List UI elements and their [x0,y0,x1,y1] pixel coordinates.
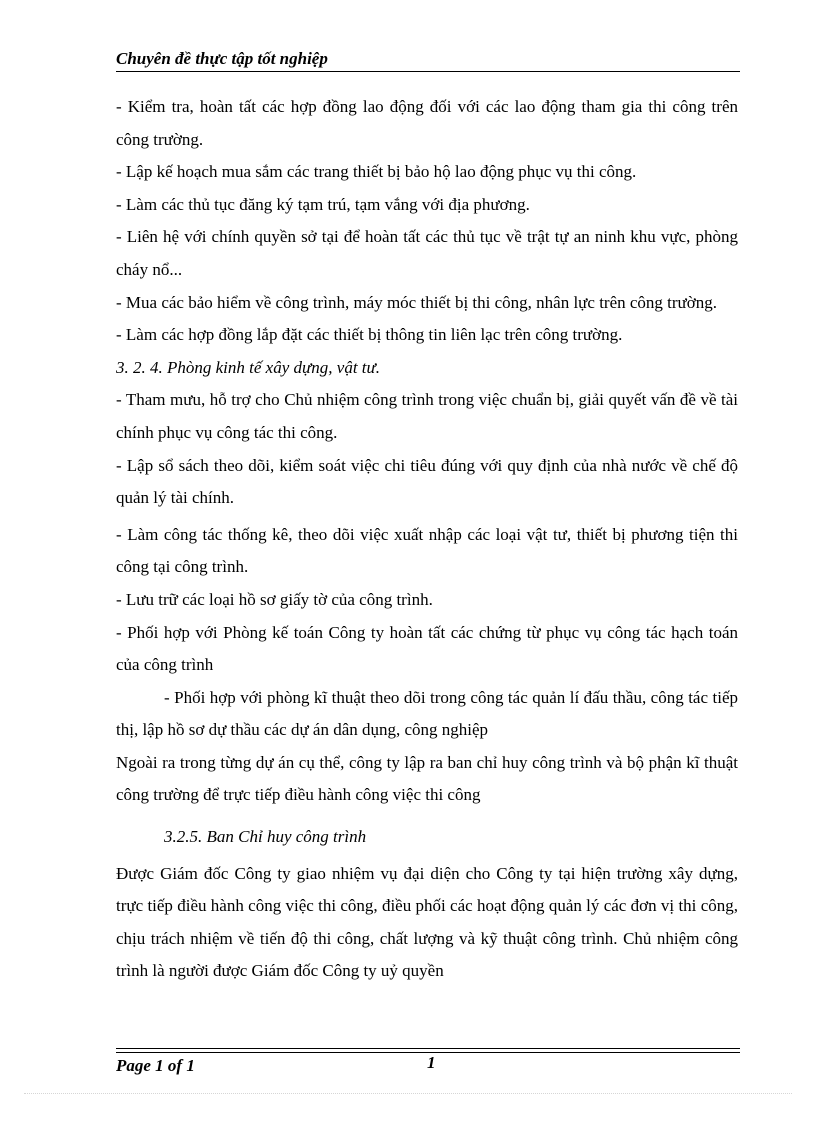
paragraph: - Làm các thủ tục đăng ký tạm trú, tạm vắng với địa phương. [116,194,530,214]
footer-page-number: 1 [427,1053,436,1072]
paragraph: - Phối hợp với Phòng kế toán Công ty hoàn tất các chứng từ phục vụ công tác hạch toán của công trình [116,622,738,675]
paragraph: - Lập kế hoạch mua sắm các trang thiết bị bảo hộ lao động phục vụ thi công. [116,162,637,182]
paragraph: - Kiểm tra, hoàn tất các hợp đồng lao động đối với các lao động tham gia thi công trên công trường. [116,97,738,149]
section-heading: 3.2.5. Ban Chỉ huy công trình [164,827,367,847]
section-heading: 3. 2. 4. Phòng kinh tế xây dựng, vật tư. [116,357,381,377]
page-bottom-dotted-line [24,1093,792,1094]
document-body [116,91,738,988]
footer-divider [116,1048,740,1049]
paragraph: - Phối hợp với phòng kĩ thuật theo dõi trong công tác quản lí đấu thầu, công tác tiếp thị, lập hồ sơ dự thầu các dự án dân dụng, công nghiệp [116,687,738,740]
paragraph: - Làm công tác thống kê, theo dõi việc xuất nhập các loại vật tư, thiết bị phương tiện thi công tại công trình. [116,524,738,577]
paragraph: - Mua các bảo hiểm về công trình, máy móc thiết bị thi công, nhân lực trên công trường. [116,292,718,312]
paragraph: - Làm các hợp đồng lắp đặt các thiết bị thông tin liên lạc trên công trường. [116,325,623,345]
page-header-title: Chuyên đề thực tập tốt nghiệp [116,49,328,68]
paragraph: - Tham mưu, hỗ trợ cho Chủ nhiệm công trình trong việc chuẩn bị, giải quyết vấn đề về tài chính phục vụ công tác thi công. [116,390,738,442]
paragraph: - Liên hệ với chính quyền sở tại để hoàn tất các thủ tục về trật tự an ninh khu vực, phòng cháy nổ... [116,227,738,279]
footer-page-label: Page 1 of 1 [116,1056,195,1075]
paragraph: - Lưu trữ các loại hồ sơ giấy tờ của công trình. [116,589,433,609]
header-divider [116,71,740,72]
paragraph: - Lập sổ sách theo dõi, kiểm soát việc chi tiêu đúng với quy định của nhà nước về chế độ quản lý tài chính. [116,455,738,508]
paragraph: Ngoài ra trong từng dự án cụ thể, công ty lập ra ban chỉ huy công trình và bộ phận kĩ thuật công trường để trực tiếp điều hành công việc thi công [116,752,738,805]
paragraph: Được Giám đốc Công ty giao nhiệm vụ đại diện cho Công ty tại hiện trường xây dựng, trực tiếp điều hành công việc thi công, điều phối các hoạt động quản lý các đơn vị thi công, chịu trách nhiệm về tiến độ thi công, chất lượng và kỹ thuật công trình. Chủ nhiệm công trình là người được Giám đốc Công ty uỷ quyền [116,863,738,981]
